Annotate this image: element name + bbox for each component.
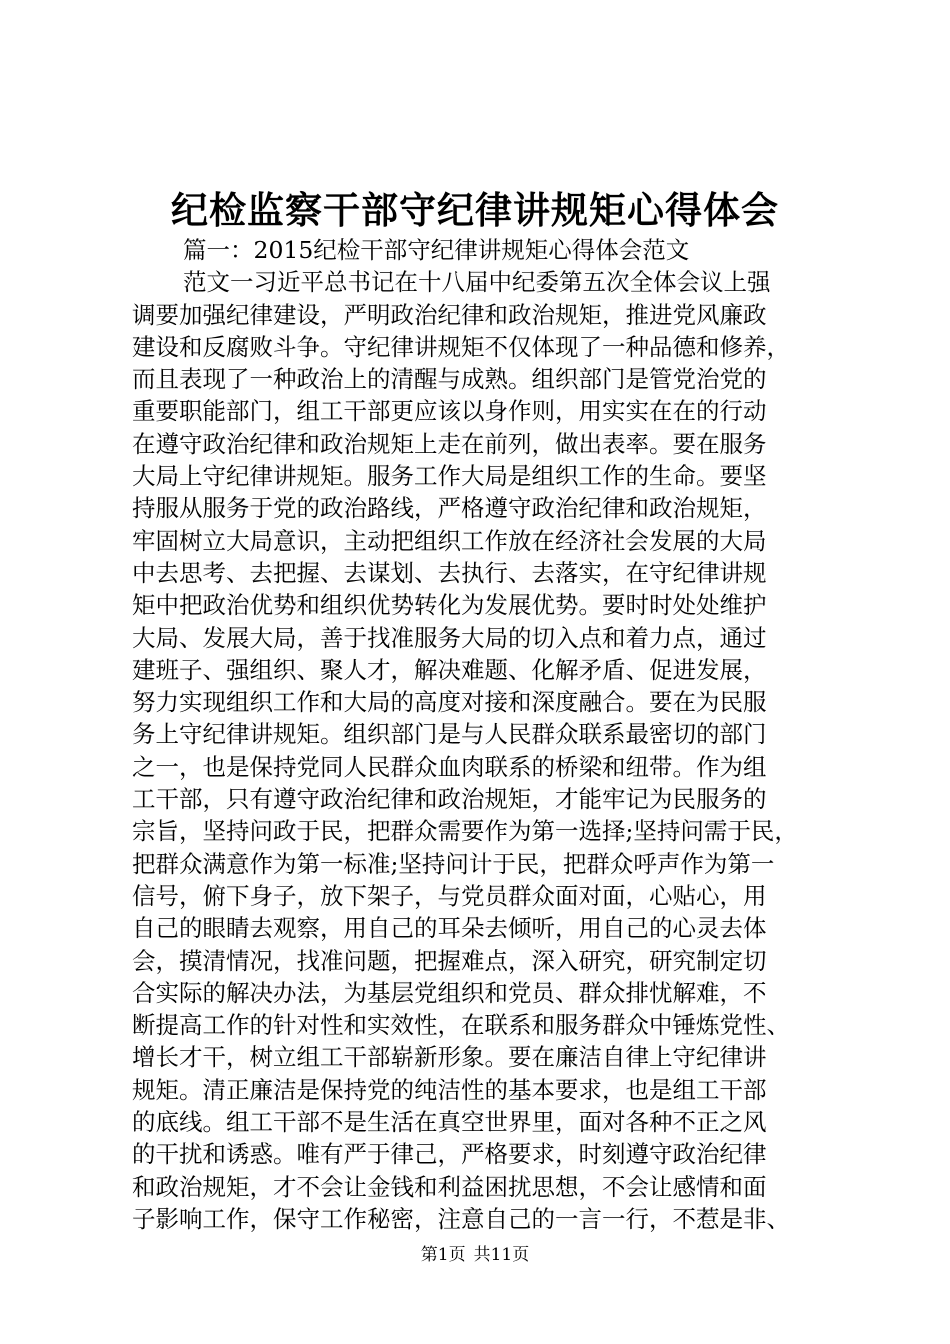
paragraph-line: 断提高工作的针对性和实效性，在联系和服务群众中锤炼党性、: [132, 1011, 790, 1040]
paragraph-line: 增长才干，树立组工干部崭新形象。要在廉洁自律上守纪律讲: [132, 1043, 767, 1072]
page-number: 第1页: [420, 1245, 466, 1265]
paragraph-line: 之一，也是保持党同人民群众血肉联系的桥梁和纽带。作为组: [132, 752, 767, 781]
paragraph-line: 持服从服务于党的政治路线，严格遵守政治纪律和政治规矩，: [132, 494, 767, 523]
paragraph-line: 合实际的解决办法，为基层党组织和党员、群众排忧解难，不: [132, 978, 767, 1007]
paragraph-line: 的干扰和诱惑。唯有严于律己，严格要求，时刻遵守政治纪律: [132, 1140, 767, 1169]
page-footer: [0, 1243, 950, 1267]
paragraph-line: 在遵守政治纪律和政治规矩上走在前列，做出表率。要在服务: [132, 429, 767, 458]
paragraph-line: 工干部，只有遵守政治纪律和政治规矩，才能牢记为民服务的: [132, 785, 767, 814]
document-body: [132, 234, 848, 1235]
paragraph-line: 会，摸清情况，找准问题，把握难点，深入研究，研究制定切: [132, 946, 767, 975]
section-heading: 篇一：2015纪检干部守纪律讲规矩心得体会范文: [183, 236, 690, 264]
paragraph-line: 务上守纪律讲规矩。组织部门是与人民群众联系最密切的部门: [132, 720, 767, 749]
paragraph-line: 中去思考、去把握、去谋划、去执行、去落实，在守纪律讲规: [132, 558, 767, 587]
paragraph-line: 牢固树立大局意识，主动把组织工作放在经济社会发展的大局: [132, 526, 767, 555]
paragraph-line: 而且表现了一种政治上的清醒与成熟。组织部门是管党治党的: [132, 365, 767, 394]
paragraph-line: 信号，俯下身子，放下架子，与党员群众面对面，心贴心，用: [132, 881, 767, 910]
paragraph-line: 矩中把政治优势和组织优势转化为发展优势。要时时处处维护: [132, 591, 767, 620]
paragraph-line: 自己的眼睛去观察，用自己的耳朵去倾听，用自己的心灵去体: [132, 914, 767, 943]
paragraph-line: 子影响工作，保守工作秘密，注意自己的一言一行，不惹是非、: [132, 1204, 790, 1233]
paragraph-line: 重要职能部门，组工干部更应该以身作则，用实实在在的行动: [132, 397, 767, 426]
paragraph-line: 把群众满意作为第一标准;坚持问计于民，把群众呼声作为第一: [132, 849, 775, 878]
paragraph-line: 大局、发展大局，善于找准服务大局的切入点和着力点，通过: [132, 623, 767, 652]
document-title: 纪检监察干部守纪律讲规矩心得体会: [171, 188, 779, 232]
paragraph-line: 范文一习近平总书记在十八届中纪委第五次全体会议上强: [183, 268, 771, 297]
paragraph-line: 的底线。组工干部不是生活在真空世界里，面对各种不正之风: [132, 1108, 767, 1137]
paragraph-line: 大局上守纪律讲规矩。服务工作大局是组织工作的生命。要坚: [132, 462, 767, 491]
paragraph-line: 宗旨，坚持问政于民，把群众需要作为第一选择;坚持问需于民，: [132, 817, 798, 846]
paragraph-line: 努力实现组织工作和大局的高度对接和深度融合。要在为民服: [132, 688, 767, 717]
page-total: 共11页: [473, 1245, 530, 1265]
paragraph-line: 规矩。清正廉洁是保持党的纯洁性的基本要求，也是组工干部: [132, 1075, 767, 1104]
paragraph-line: 建设和反腐败斗争。守纪律讲规矩不仅体现了一种品德和修养，: [132, 332, 790, 361]
paragraph-line: 建班子、强组织、聚人才，解决难题、化解矛盾、促进发展，: [132, 655, 767, 684]
paragraph-line: 和政治规矩，才不会让金钱和利益困扰思想，不会让感情和面: [132, 1172, 767, 1201]
paragraph-line: 调要加强纪律建设，严明政治纪律和政治规矩，推进党风廉政: [132, 300, 767, 329]
